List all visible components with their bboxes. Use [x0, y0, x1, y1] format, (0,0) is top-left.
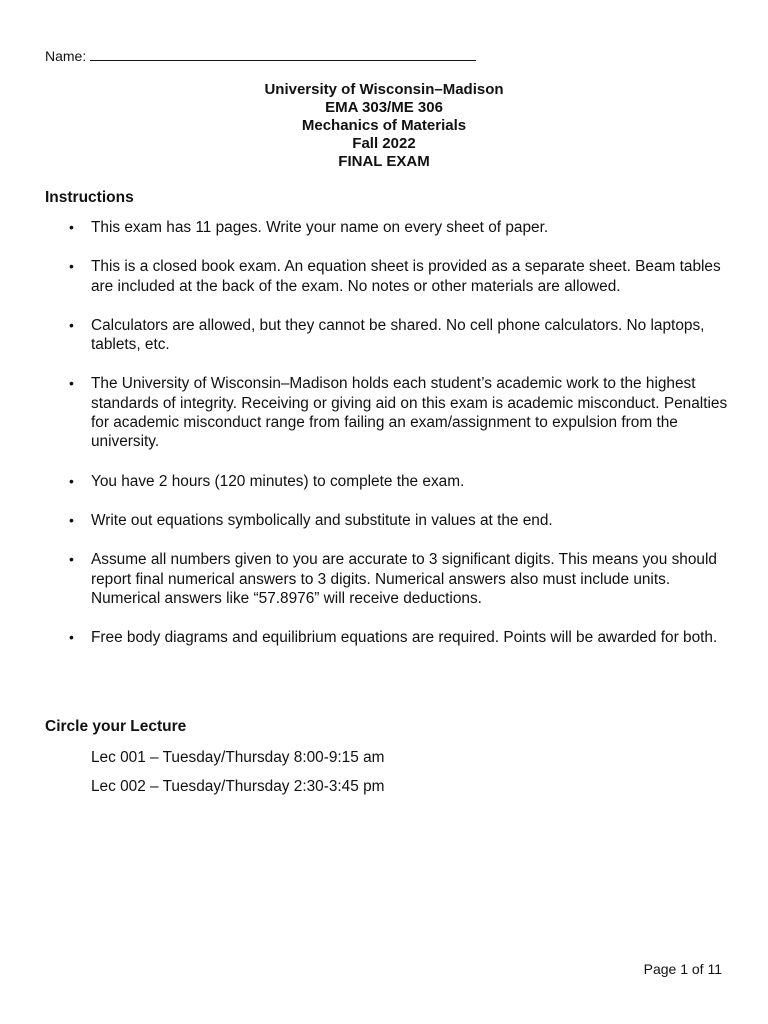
lecture-option-001[interactable]: Lec 001 – Tuesday/Thursday 8:00-9:15 am: [91, 749, 385, 766]
instruction-item: [45, 374, 735, 451]
instruction-item: [45, 511, 735, 530]
bullet-icon: •: [69, 511, 74, 528]
term: Fall 2022: [352, 135, 416, 152]
page-number: Page 1 of 11: [643, 961, 722, 977]
bullet-icon: •: [69, 258, 74, 275]
name-label: Name:: [45, 48, 87, 64]
instruction-item: [45, 472, 735, 491]
name-underline[interactable]: [90, 48, 476, 61]
instruction-item: [45, 628, 735, 647]
instruction-text: This is a closed book exam. An equation sheet is provided as a separate sheet. Beam tables are included at the back of the exam. No notes or other materials are allowed.: [91, 258, 721, 295]
instruction-item: [45, 316, 735, 355]
instruction-text: The University of Wisconsin–Madison holds each student’s academic work to the highest standards of integrity. Receiving or giving aid on this exam is academic misconduct. Penalties for academic misconduct range from failing an exam/assignment to expulsion from the university.: [91, 375, 728, 451]
university-title: University of Wisconsin–Madison: [264, 81, 504, 98]
instruction-text: This exam has 11 pages. Write your name on every sheet of paper.: [91, 219, 549, 236]
instruction-text: You have 2 hours (120 minutes) to complete the exam.: [91, 472, 465, 490]
instruction-text: Write out equations symbolically and substitute in values at the end.: [91, 511, 553, 529]
instruction-item: [45, 218, 735, 237]
bullet-icon: •: [69, 375, 74, 392]
instructions-list: [45, 218, 735, 667]
exam-header: [0, 81, 768, 171]
instruction-item: [45, 257, 735, 296]
bullet-icon: •: [69, 472, 74, 489]
instruction-text: Free body diagrams and equilibrium equations are required. Points will be awarded for both.: [91, 629, 718, 647]
bullet-icon: •: [69, 316, 74, 333]
instructions-heading: Instructions: [45, 189, 134, 206]
lecture-heading: Circle your Lecture: [45, 718, 187, 735]
course-title: Mechanics of Materials: [301, 117, 467, 134]
instruction-item: [45, 550, 735, 608]
exam-title: FINAL EXAM: [338, 153, 430, 170]
instruction-text: Assume all numbers given to you are accurate to 3 significant digits. This means you should report final numerical answers to 3 digits. Numerical answers also must include units. Numerical answers like “57.8976” will receive deductions.: [91, 551, 717, 607]
course-code: EMA 303/ME 306: [325, 99, 443, 116]
name-field[interactable]: [45, 46, 476, 66]
lecture-option-002[interactable]: Lec 002 – Tuesday/Thursday 2:30-3:45 pm: [91, 778, 385, 795]
bullet-icon: •: [69, 629, 74, 646]
bullet-icon: •: [69, 551, 74, 568]
bullet-icon: •: [69, 219, 74, 235]
instruction-text: Calculators are allowed, but they cannot be shared. No cell phone calculators. No laptops, tablets, etc.: [91, 316, 705, 354]
